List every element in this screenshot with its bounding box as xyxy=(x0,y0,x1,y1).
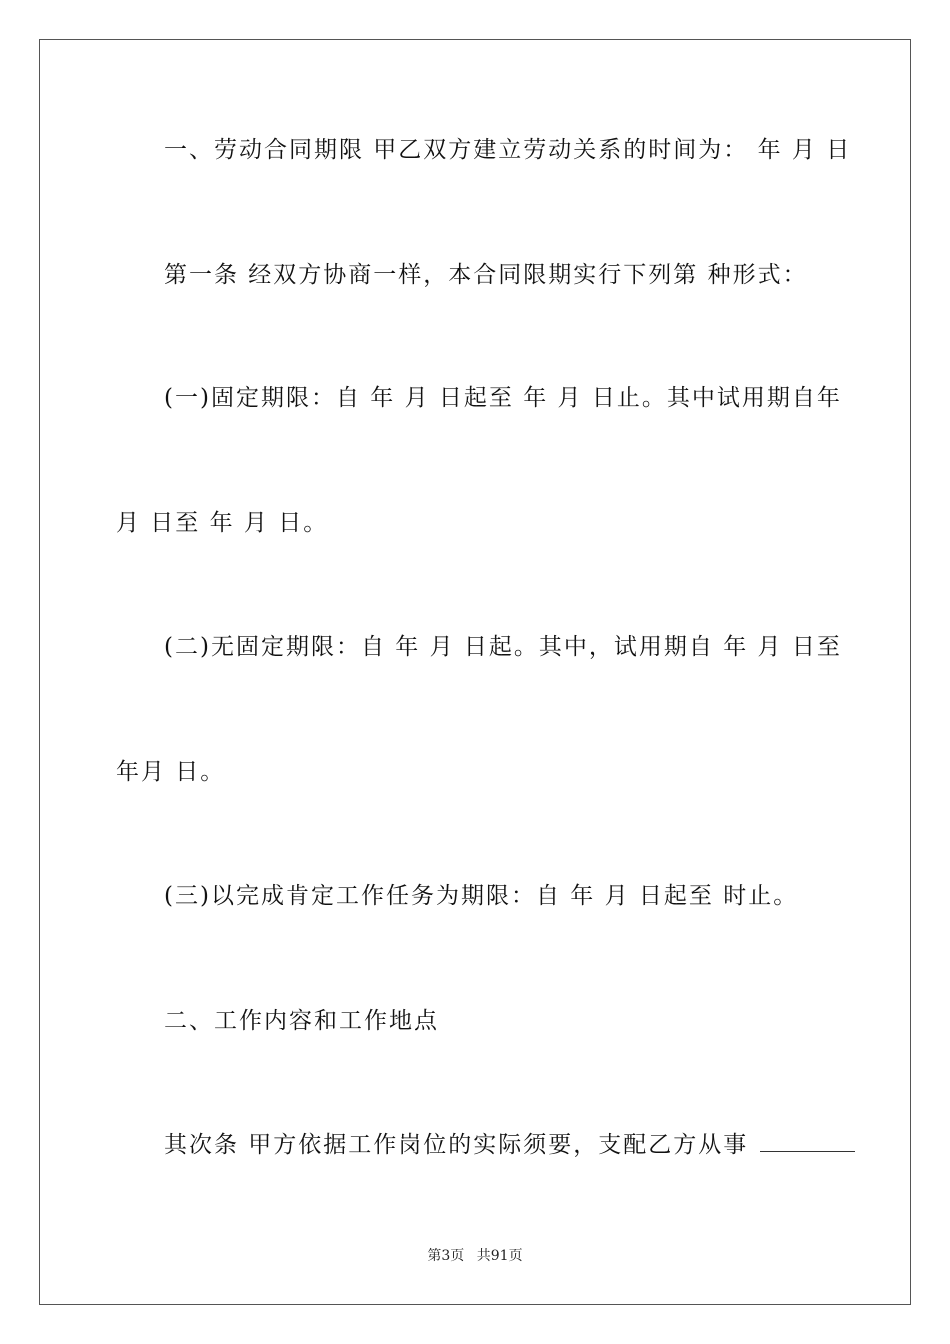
line-text: (三)以完成肯定工作任务为期限：自 年 月 日起至 时止。 xyxy=(164,883,799,909)
paragraph-line xyxy=(0,508,950,538)
line-text: 二、工作内容和工作地点 xyxy=(164,1008,439,1034)
page-footer xyxy=(0,1246,950,1266)
paragraph-line xyxy=(0,1130,950,1160)
paragraph-line xyxy=(0,260,950,290)
section-heading xyxy=(0,1006,950,1036)
line-text: 月 日至 年 月 日。 xyxy=(116,510,329,536)
paragraph-line xyxy=(0,757,950,787)
page-frame xyxy=(39,39,911,1305)
paragraph-line xyxy=(0,135,950,165)
line-text: 年月 日。 xyxy=(116,759,226,785)
paragraph-line xyxy=(0,383,950,413)
line-text: 一、劳动合同期限 甲乙双方建立劳动关系的时间为： 年 月 日 xyxy=(164,137,852,163)
line-text: 其次条 甲方依据工作岗位的实际须要，支配乙方从事 xyxy=(164,1132,749,1158)
line-text: (二)无固定期限：自 年 月 日起。其中，试用期自 年 月 日至 xyxy=(164,634,842,660)
fill-in-blank xyxy=(760,1131,855,1152)
page-number: 第3页 xyxy=(427,1248,465,1264)
line-text: 第一条 经双方协商一样，本合同限期实行下列第 种形式： xyxy=(164,262,808,288)
line-text: (一)固定期限：自 年 月 日起至 年 月 日止。其中试用期自年 xyxy=(164,385,842,411)
paragraph-line xyxy=(0,632,950,662)
paragraph-line xyxy=(0,881,950,911)
page-total: 共91页 xyxy=(476,1248,523,1264)
